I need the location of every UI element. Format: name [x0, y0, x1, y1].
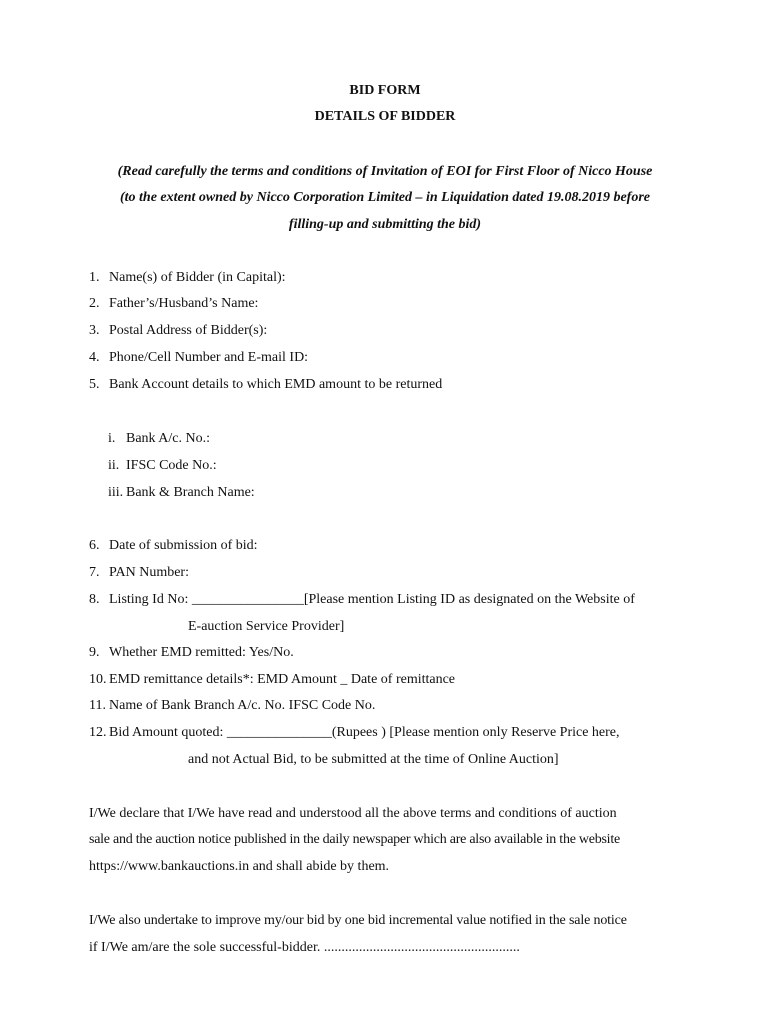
item-label: Bank Account details to which EMD amount to be returned — [109, 377, 443, 392]
list-item — [89, 376, 442, 394]
item-number: 10. — [89, 672, 107, 687]
list-item — [89, 564, 189, 582]
item-number: 1. — [89, 270, 100, 285]
list-item — [89, 269, 286, 287]
item-number: 5. — [89, 377, 100, 392]
list-item — [89, 697, 375, 715]
item-number: 11. — [89, 698, 106, 713]
item-continuation: and not Actual Bid, to be submitted at the time of Online Auction] — [188, 752, 559, 767]
item-number: 3. — [89, 323, 100, 338]
item-label: PAN Number: — [109, 565, 189, 580]
list-item — [89, 724, 620, 742]
item-number: 12. — [89, 725, 107, 740]
item-continuation: E-auction Service Provider] — [188, 619, 345, 634]
item-label: Name of Bank Branch A/c. No. IFSC Code No. — [109, 698, 376, 713]
instruction-line-2: (to the extent owned by Nicco Corporation Limited – in Liquidation dated 19.08.2019 before — [119, 190, 651, 205]
item-number: iii. — [108, 485, 124, 500]
item-label: Postal Address of Bidder(s): — [109, 323, 268, 338]
item-label: Bank & Branch Name: — [126, 485, 255, 500]
undertaking-line-2: if I/We am/are the sole successful-bidder. ........................................................ — [89, 940, 520, 955]
item-number: ii. — [108, 458, 120, 473]
list-item — [89, 322, 267, 340]
item-label: IFSC Code No.: — [126, 458, 217, 473]
item-label: Bank A/c. No.: — [126, 431, 210, 446]
list-item — [89, 644, 294, 662]
item-label: Phone/Cell Number and E-mail ID: — [109, 350, 309, 365]
list-item — [89, 349, 308, 367]
item-number: 7. — [89, 565, 100, 580]
list-item — [108, 457, 217, 475]
item-label: Listing Id No: ________________[Please mention Listing ID as designated on the Website of — [109, 592, 635, 607]
declaration-line-3: https://www.bankauctions.in and shall abide by them. — [89, 859, 390, 874]
undertaking-line-1: I/We also undertake to improve my/our bid by one bid incremental value notified in the sale notice — [89, 913, 627, 928]
item-label: Date of submission of bid: — [109, 538, 258, 553]
list-item — [89, 591, 635, 609]
item-label: Bid Amount quoted: _______________(Rupees ) [Please mention only Reserve Price here, — [109, 725, 620, 740]
item-number: 8. — [89, 592, 100, 607]
item-label: Whether EMD remitted: Yes/No. — [109, 645, 294, 660]
item-label: EMD remittance details*: EMD Amount _ Date of remittance — [109, 672, 456, 687]
item-number: 2. — [89, 296, 100, 311]
instruction-line-3: filling-up and submitting the bid) — [288, 217, 482, 232]
list-item — [89, 537, 258, 555]
list-item — [89, 295, 258, 313]
item-number: 4. — [89, 350, 100, 365]
item-number: i. — [108, 431, 116, 446]
item-number: 6. — [89, 538, 100, 553]
form-subtitle: DETAILS OF BIDDER — [314, 109, 456, 124]
declaration-line-1: I/We declare that I/We have read and understood all the above terms and conditions of auction — [89, 806, 617, 821]
item-label: Father’s/Husband’s Name: — [109, 296, 259, 311]
list-item — [89, 671, 455, 689]
item-label: Name(s) of Bidder (in Capital): — [109, 270, 286, 285]
form-title: BID FORM — [349, 83, 421, 98]
instruction-line-1: (Read carefully the terms and conditions of Invitation of EOI for First Floor of Nicco House — [117, 164, 653, 179]
list-item — [108, 430, 210, 448]
item-number: 9. — [89, 645, 100, 660]
declaration-line-2: sale and the auction notice published in the daily newspaper which are also available in the website — [89, 832, 620, 847]
list-item — [108, 484, 255, 502]
